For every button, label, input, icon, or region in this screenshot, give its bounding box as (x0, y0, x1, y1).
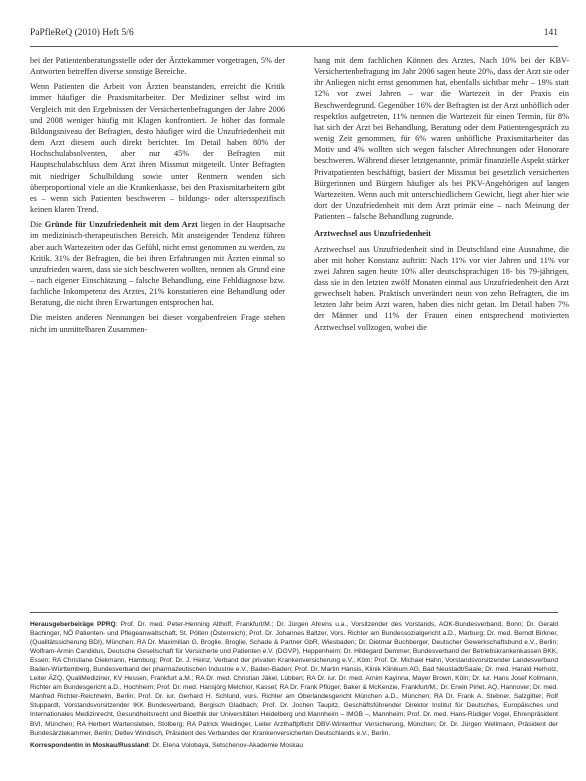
page-header (30, 28, 558, 44)
editors-text: : Prof. Dr. med. Peter-Henning Althoff, Frankfurt/M.; Dr. Jürgen Ahrens u.a., Vorsitzender des Vorstands, AOK-Bundesverband, Bonn; Dr. Gerald Bachinger, NÖ Patienten- und Pflegeanwaltschaft, St. Pölten (Österreich); Prof. Dr. Johannes Baltzer, Vors. Richter am Bundessozialgericht a.D., Marburg; Dr. med. Berndt Birkner, (Qualitätssicherung BDI), München; RA Dr. Maximilian G. Broglie, Broglie, Schade & Partner GbR, Wiesbaden; Dr. Dietmar Buchberger, Deutscher Gewerkschaftsbund e.V., Berlin; Wolfram-Armin Candidus, Deutsche Gesellschaft für Versicherte und Patienten e.V. (DGVP), Heppenheim; Dr. Hildegard Demmer, Bundesverband der Betriebskrankenkassen BKK, Essen; RA Christiane Diekmann, Hamburg; Prof. Dr. J. Heinz, Verband der privaten Krankenversicherung e.V., Köln; Prof. Dr. Michael Hahn, Vorstandsvorsitzender Landesverband Baden-Württemberg, Bundesverband der pharmazeutischen Industrie e.V., Baden-Baden; Prof. Dr. Martin Hansis, Klinik Klinikum AG, Bad Neustadt/Saale; Dr. med. Harald Herholz, Leiter ÄZQ, QualiMediziner, KV Hessen, Frankfurt a.M.; RA Dr. med. Christian Jäkel, Lübben; RA Dr. iur. Dr. med. Arnim Kayinna, Mayer Brown, Köln; Dr. iur. Hans Josef Kollmann, Richter am Bundesgericht a.D., Hochheim; Prof. Dr. med. Hansjörg Melchior, Kassel; RA Dr. Frank Pflüger, Baker & McKenzie, Frankfurt/M.; Dr. Erwin Pirlet, AQ, Hannover; Dr. med. Manfred Richter-Reichhelm, Berlin; Prof. Dr. iur. Gerhard H. Schlund, vors. Richter am Oberlandesgericht München a.D., München; RA Dr. Frank A. Stebner, Salzgitter; Rolf Stuppardt, Vorstandsvorsitzender IKK Bundesverband, Bergisch Gladbach; Prof. Dr. Jochen Taupitz, Geschäftsführender Direktor Institut für Deutsches, Europäisches und Internationales Medizinrecht, Gesundheitsrecht und Bioethik der Universitäten Heidelberg und Mannheim – IMGB –, Mannheim; Prof. Dr. med. Hans-Rüdiger Vogel, Ehrenpräsident BVI, München; RA Herbert Wartensleben, Stolberg; RA Patrick Weidinger, Leiter Arzthaftpflicht DBV-Winterthur Versicherung, München; Dr. Dr. Jürgen Wellmann, Präsident der Bundesärztekammer, Berlin; Detlev Windisch, Präsident des Verbandes der Krankenversicherten Deutschlands e.V., Berlin. (30, 621, 558, 737)
page-number: 141 (543, 28, 558, 38)
correspondent-line (30, 741, 558, 750)
left-column (30, 55, 285, 339)
journal-title: PaPfleReQ (2010) Heft 5/6 (30, 28, 134, 38)
paragraph: Die meisten anderen Nennungen bei dieser vorgabenfreien Frage stehen nicht im unmittelbaren Zusammen- (30, 313, 285, 334)
section-heading: Arztwechsel aus Unzufriedenheit (314, 229, 432, 239)
header-rule (30, 46, 558, 47)
correspondent-label: Korrespondentin in Moskau/Russland (30, 741, 149, 749)
bold-phrase: Gründe für Unzufriedenheit mit dem Arzt (44, 220, 198, 230)
paragraph: Arztwechsel aus Unzufriedenheit sind in Deutschland eine Ausnahme, die aber mit hoher Konstanz auftritt: Nach 11% vor vier Jahren und 11% vor zwei Jahren sagen heute 10% aller deutschsprachigen 18- bis 79-jährigen, dass sie in den letzten zwölf Monaten einmal aus Unzufriedenheit den Arzt gewechselt haben. Praktisch unverändert neun von zehn Befragten, die im letzten Jahr beim Arzt waren, haben dies nicht getan. Im Detail haben 7% der Männer und 11% der Frauen einen entsprechend motivierten Arztwechsel vollzogen, wobei die (314, 244, 569, 332)
paragraph-lead: Die (30, 220, 45, 230)
editors-list (30, 620, 558, 738)
paragraph-text: liegen in der Hauptsache im medizinisch-therapeutischen Bereich. Mit ansteigender Tendenz führen aber auch Wartezeiten oder das Gefühl, nicht ernst genommen zu werden, zu Kritik. 31% der Befragten, die bei ihren Erfahrungen mit Ärzten einmal so unzufrieden waren, dass sie sich beschweren wollten, nennen als Grund eine – nach eigener Einschätzung – falsche Behandlung, eine Fehldiagnose bzw. fachliche Inkompetenz des Arztes, 21% konstatieren eine Behandlung oder Beratung, die nicht ihren Erwartungen entsprochen hat. (30, 220, 285, 308)
correspondent-text: : Dr. Elena Volobaya, Setschenov-Akademie Moskau (148, 741, 304, 749)
paragraph: hang mit dem fachlichen Können des Arztes. Nach 10% bei der KBV-Versichertenbefragung im Jahr 2006 sagen heute 20%, dass der Arzt sie oder ihr Anliegen nicht ernst genommen hat, ebenfalls sichtbar mehr – 19% statt 12% vor zwei Jahren – war die Wartezeit in der Praxis ein Beschwerdegrund. Gegenüber 16% der Befragten ist der Arzt unhöflich oder respektlos aufgetreten, 11% nennen die Wartezeit für einen Termin, für 8% hat sich der Arzt bei Behandlung, Beratung oder dem Patientengespräch zu wenig Zeit genommen, für 6% waren unhöfliche Praxismitarbeiter das Motiv und 4% wollten sich wegen falscher Abrechnungen oder Honorare beschweren. Während dieser letztgenannte, primär finanzielle Aspekt stärker Privatpatienten beschäftigt, basiert der Missmut bei gesetzlich versicherten Bürgerinnen und Bürgern häufiger als bei PKV-Angehörigen auf langen Wartezeiten. Wenn auch mit unterschiedlichem Gewicht, liegt aber hier wie dort der Unzufriedenheit mit dem Arzt primär eine – nach Meinung der Patienten – falsche Behandlung zugrunde. (314, 56, 569, 222)
paragraph: Wenn Patienten die Arbeit von Ärzten beanstanden, erreicht die Kritik immer häufiger die Praxismitarbeiter. Der Mediziner selbst wird im Vergleich mit den Ergebnissen der Versichertenbefragungen der Jahre 2006 und 2008 weniger häufig mit Klagen konfrontiert. Je höher das formale Bildungsniveau der Befragten, desto häufiger wird die Unzufriedenheit mit dem Arzt diesem auch direkt berichtet. Im Detail haben 80% der Hochschulabsolventen, aber nur 45% der Befragten mit Hauptschulabschluss dem Arzt ihren Missmut mitgeteilt. Unter Befragten mit niedriger Schulbildung sowie unter Rentnern wenden sich überproportional viele an die Krankenkasse, bei den Praxismitarbeitern gibt es – wenn sich Patienten beschweren – bildungs- oder altersspezifisch keinen klaren Trend. (30, 82, 285, 215)
footer-credits (30, 620, 558, 750)
editors-label: Herausgeberbeiräge PPRQ (30, 621, 116, 628)
paragraph: bei der Patientenberatungsstelle oder der Ärztekammer vorgetragen, 5% der Antworten betreffen diverse sonstige Bereiche. (30, 56, 285, 77)
paragraph (30, 219, 285, 308)
footer-rule (30, 612, 558, 613)
right-column (314, 55, 569, 337)
